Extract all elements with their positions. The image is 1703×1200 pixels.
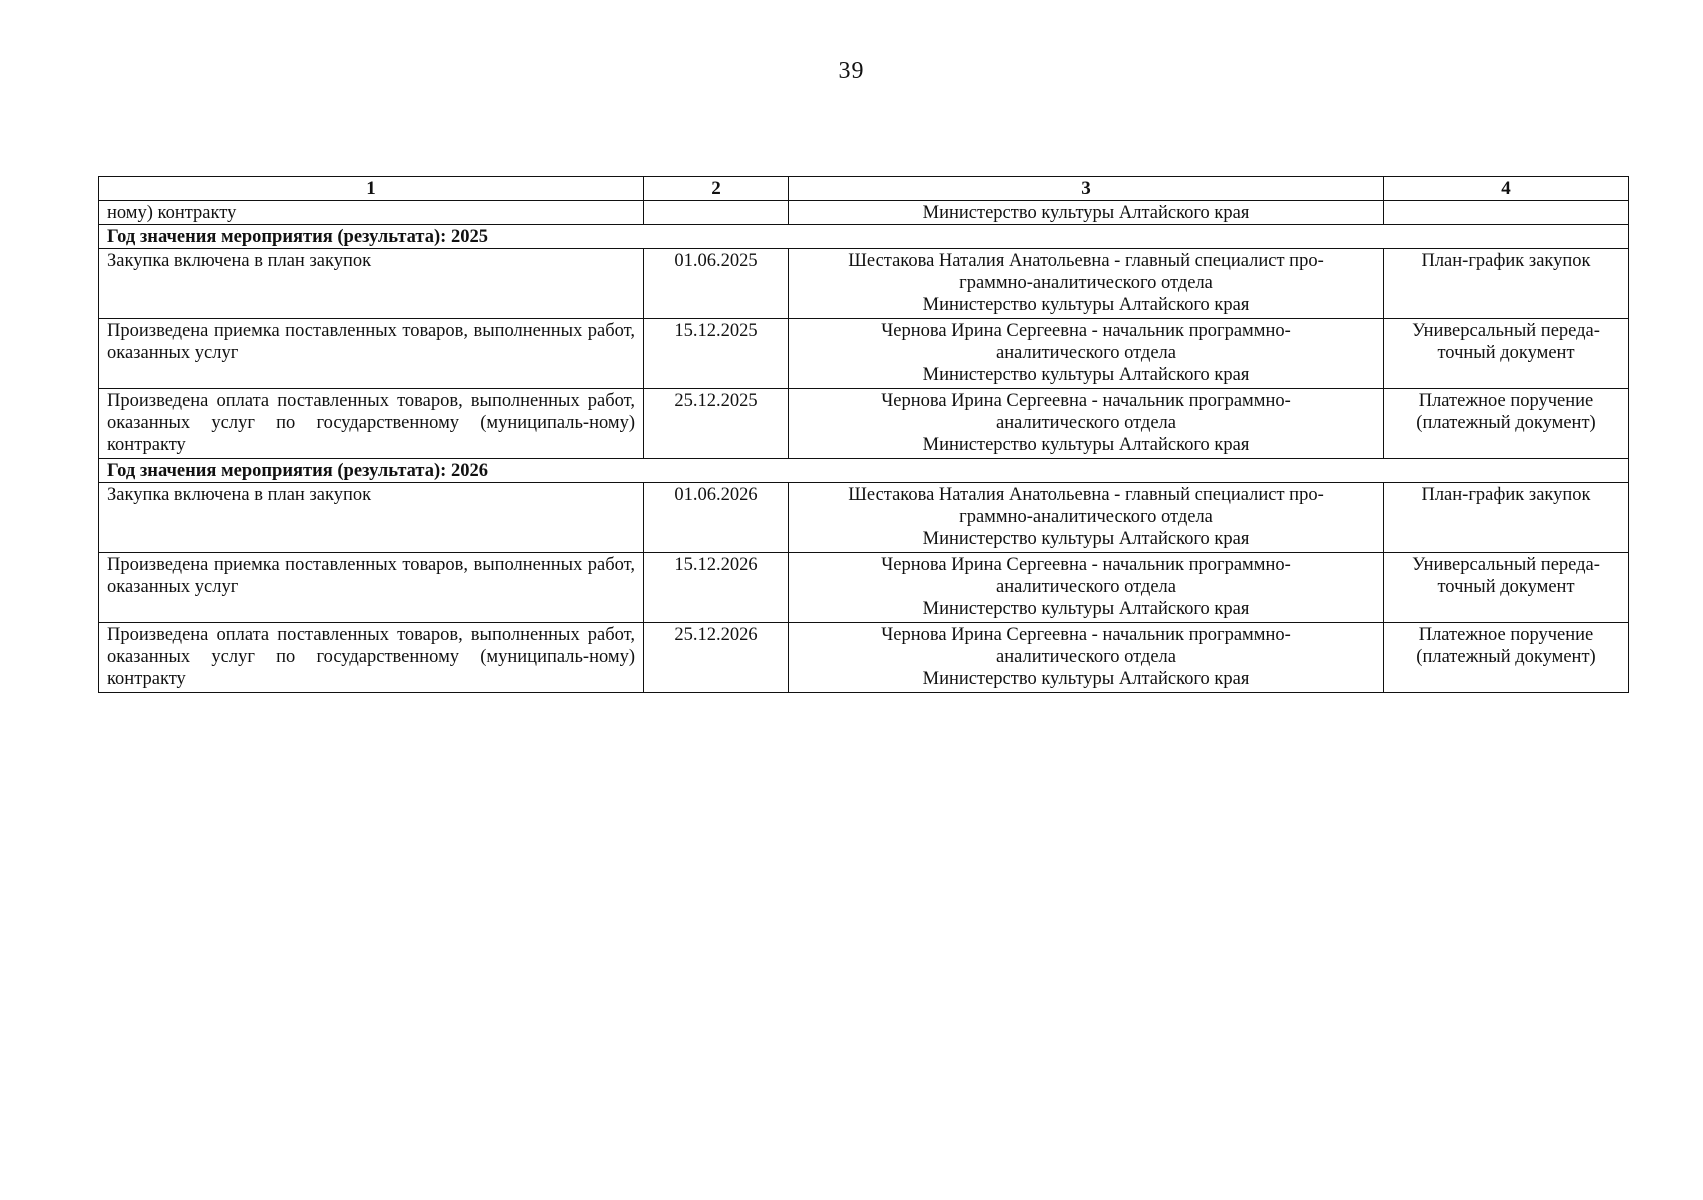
- responsible-cell: [789, 623, 1384, 693]
- responsible-cell: [789, 389, 1384, 459]
- document-line: Платежное поручение: [1418, 625, 1594, 645]
- date-cell: 01.06.2025: [644, 249, 789, 319]
- header-row: [99, 177, 1629, 201]
- responsible-line: Чернова Ирина Сергеевна - начальник программно-: [881, 625, 1291, 645]
- document-line: Универсальный переда-: [1412, 555, 1600, 575]
- table-row: [99, 623, 1629, 693]
- section-row: [99, 459, 1629, 483]
- document-cell: [1384, 483, 1629, 553]
- event-cell: Закупка включена в план закупок: [99, 483, 644, 553]
- responsible-line: Министерство культуры Алтайского края: [922, 435, 1250, 455]
- document-line: Универсальный переда-: [1412, 321, 1600, 341]
- event-cell: Произведена приемка поставленных товаров, выполненных работ, оказанных услуг: [99, 319, 644, 389]
- plan-table: [98, 176, 1629, 693]
- event-cell: Произведена оплата поставленных товаров, выполненных работ, оказанных услуг по государственному (муниципаль-ному) контракту: [99, 389, 644, 459]
- responsible-line: Министерство культуры Алтайского края: [922, 529, 1250, 549]
- continuation-event: ному) контракту: [99, 201, 644, 225]
- continuation-responsible: Министерство культуры Алтайского края: [789, 201, 1384, 225]
- document-cell: [1384, 319, 1629, 389]
- date-cell: 15.12.2026: [644, 553, 789, 623]
- date-cell: 01.06.2026: [644, 483, 789, 553]
- date-cell: 25.12.2025: [644, 389, 789, 459]
- document-cell: [1384, 553, 1629, 623]
- responsible-cell: [789, 483, 1384, 553]
- document-line: План-график закупок: [1421, 251, 1591, 271]
- document-line: точный документ: [1437, 343, 1575, 363]
- responsible-line: Министерство культуры Алтайского края: [922, 365, 1250, 385]
- header-col-3: 3: [789, 177, 1384, 201]
- table-row: [99, 389, 1629, 459]
- responsible-line: Чернова Ирина Сергеевна - начальник программно-: [881, 555, 1291, 575]
- document-line: (платежный документ): [1416, 413, 1596, 433]
- section-title: Год значения мероприятия (результата): 2026: [99, 459, 1629, 483]
- event-cell: Произведена приемка поставленных товаров, выполненных работ, оказанных услуг: [99, 553, 644, 623]
- responsible-line: Шестакова Наталия Анатольевна - главный специалист про-: [848, 251, 1324, 271]
- header-col-2: 2: [644, 177, 789, 201]
- table-row: [99, 319, 1629, 389]
- document-line: точный документ: [1437, 577, 1575, 597]
- responsible-cell: [789, 553, 1384, 623]
- responsible-line: Министерство культуры Алтайского края: [922, 295, 1250, 315]
- event-cell: Произведена оплата поставленных товаров, выполненных работ, оказанных услуг по государственному (муниципаль-ному) контракту: [99, 623, 644, 693]
- date-cell: 25.12.2026: [644, 623, 789, 693]
- document-line: План-график закупок: [1421, 485, 1591, 505]
- responsible-line: Шестакова Наталия Анатольевна - главный специалист про-: [848, 485, 1324, 505]
- responsible-cell: [789, 319, 1384, 389]
- event-cell: Закупка включена в план закупок: [99, 249, 644, 319]
- responsible-line: Министерство культуры Алтайского края: [922, 669, 1250, 689]
- table-row: [99, 483, 1629, 553]
- header-col-4: 4: [1384, 177, 1629, 201]
- responsible-line: Министерство культуры Алтайского края: [922, 599, 1250, 619]
- responsible-line: аналитического отдела: [995, 647, 1176, 667]
- header-col-1: 1: [99, 177, 644, 201]
- table-row: [99, 553, 1629, 623]
- document-cell: [1384, 389, 1629, 459]
- document-cell: [1384, 249, 1629, 319]
- responsible-line: граммно-аналитического отдела: [959, 507, 1213, 527]
- responsible-line: аналитического отдела: [995, 343, 1176, 363]
- responsible-cell: [789, 249, 1384, 319]
- document-line: Платежное поручение: [1418, 391, 1594, 411]
- document-line: (платежный документ): [1416, 647, 1596, 667]
- date-cell: 15.12.2025: [644, 319, 789, 389]
- responsible-line: Чернова Ирина Сергеевна - начальник программно-: [881, 321, 1291, 341]
- continuation-document: [1384, 201, 1629, 225]
- section-title: Год значения мероприятия (результата): 2025: [99, 225, 1629, 249]
- responsible-line: граммно-аналитического отдела: [959, 273, 1213, 293]
- page-number: 39: [838, 58, 865, 84]
- continuation-row: [99, 201, 1629, 225]
- responsible-line: Чернова Ирина Сергеевна - начальник программно-: [881, 391, 1291, 411]
- document-cell: [1384, 623, 1629, 693]
- continuation-date: [644, 201, 789, 225]
- responsible-line: аналитического отдела: [995, 413, 1176, 433]
- section-row: [99, 225, 1629, 249]
- table-row: [99, 249, 1629, 319]
- responsible-line: аналитического отдела: [995, 577, 1176, 597]
